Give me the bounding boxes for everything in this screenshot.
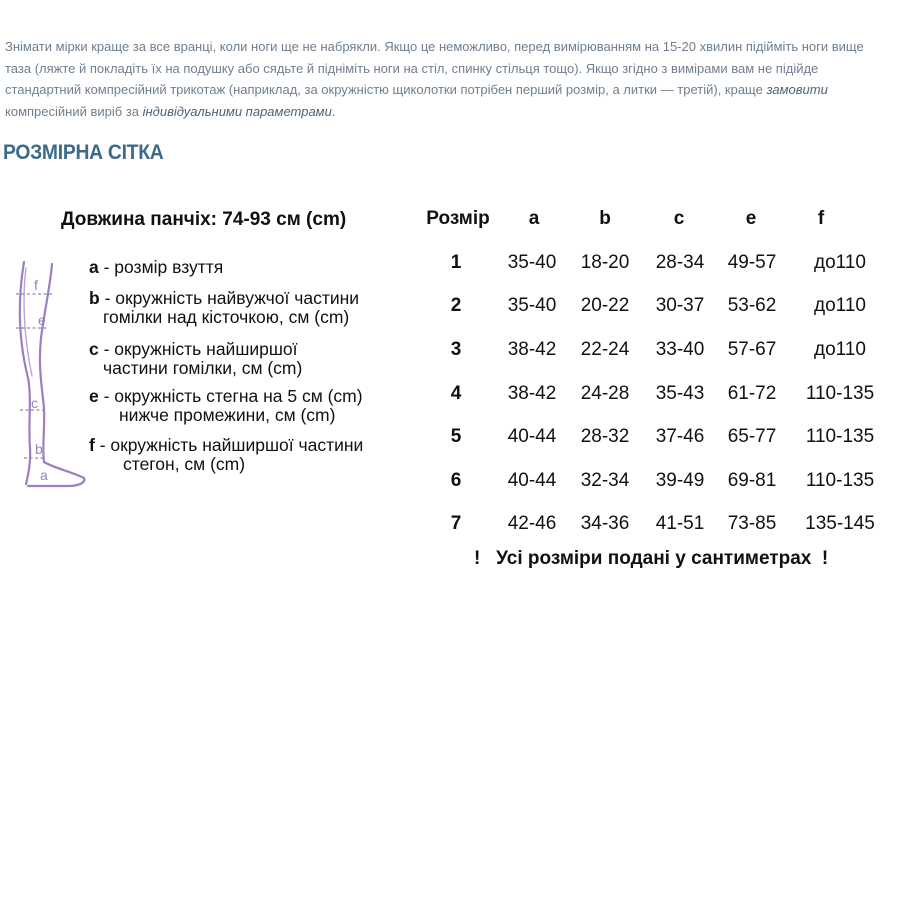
table-cell-b: 22-24: [580, 339, 630, 360]
table-header-e: e: [745, 208, 757, 229]
legend-text-line2: стегон, см (cm): [123, 454, 246, 474]
table-cell-b: 28-32: [580, 426, 630, 447]
table-cell-e: 73-85: [727, 513, 777, 534]
legend-item-f: [89, 436, 363, 474]
legend-text: - окружність найширшої: [98, 339, 298, 359]
legend-key: a: [89, 257, 99, 277]
table-cell-f: 110-135: [805, 383, 875, 404]
table-cell-e: 53-62: [727, 295, 777, 316]
intro-text-end: .: [331, 103, 336, 119]
table-cell-size: 6: [450, 470, 462, 491]
table-cell-c: 33-40: [655, 339, 705, 360]
table-cell-c: 30-37: [655, 295, 705, 316]
table-cell-c: 39-49: [655, 470, 705, 491]
table-cell-a: 35-40: [507, 295, 557, 316]
individual-params-link[interactable]: індивідуальними параметрами: [142, 103, 332, 119]
table-cell-a: 40-44: [507, 426, 557, 447]
table-cell-a: 42-46: [507, 513, 557, 534]
table-cell-size: 5: [450, 426, 462, 447]
diagram-label-b: b: [35, 441, 43, 457]
table-cell-size: 3: [450, 339, 462, 360]
leg-measurement-diagram: [14, 258, 88, 490]
legend-key: e: [89, 386, 99, 406]
legend-text: - окружність найширшої частини: [94, 435, 364, 455]
legend-text-line2: частини гомілки, см (cm): [103, 358, 303, 378]
table-cell-c: 41-51: [655, 513, 705, 534]
legend-text: - розмір взуття: [98, 257, 224, 277]
table-cell-size: 4: [450, 383, 462, 404]
legend-key: c: [89, 339, 99, 359]
intro-paragraph: [5, 36, 890, 122]
table-cell-c: 37-46: [655, 426, 705, 447]
table-cell-size: 7: [450, 513, 462, 534]
back-leg-outline: [20, 262, 30, 484]
table-cell-e: 69-81: [727, 470, 777, 491]
legend-text-line2: гомілки над кісточкою, см (cm): [103, 307, 350, 327]
diagram-label-a: a: [40, 467, 48, 483]
units-note: ! Усі розміри подані у сантиметрах !: [474, 548, 829, 569]
table-cell-e: 57-67: [727, 339, 777, 360]
table-cell-f: 110-135: [805, 470, 875, 491]
table-cell-a: 38-42: [507, 383, 557, 404]
order-link[interactable]: замовити: [766, 82, 828, 97]
intro-text-1: Знімати мірки краще за все вранці, коли ноги ще не набрякли. Якщо це неможливо, перед вимірюванням на 15-20 хвилин підійміть ноги вище таза (ляжте й покладіть їх на подушку або сядьте й підніміть ноги на стіл, спинку стільця тощо). Якщо згідно з вимірами вам не підійде стандартний компресійний трикотаж (наприклад, за окружністю щиколотки потрібен перший розмір, а литки — третій), краще: [5, 39, 864, 97]
table-cell-b: 18-20: [580, 252, 630, 273]
diagram-label-e: e: [38, 312, 46, 328]
table-header-a: a: [528, 208, 540, 229]
table-cell-a: 40-44: [507, 470, 557, 491]
size-chart-heading: РОЗМІРНА СІТКА: [3, 141, 164, 164]
legend-item-b: [89, 289, 359, 327]
table-header-b: b: [599, 208, 611, 229]
stocking-length-title: Довжина панчіх: 74-93 см (cm): [61, 209, 347, 230]
table-cell-size: 2: [450, 295, 462, 316]
legend-key: f: [89, 435, 95, 455]
table-cell-e: 49-57: [727, 252, 777, 273]
intro-text-2: компресійний виріб за: [5, 103, 143, 119]
table-cell-b: 20-22: [580, 295, 630, 316]
table-cell-b: 34-36: [580, 513, 630, 534]
table-cell-b: 24-28: [580, 383, 630, 404]
table-cell-size: 1: [450, 252, 462, 273]
table-cell-e: 65-77: [727, 426, 777, 447]
table-cell-a: 38-42: [507, 339, 557, 360]
legend-item-e: [89, 387, 363, 425]
table-cell-f: до110: [814, 252, 866, 273]
table-cell-f: 135-145: [805, 513, 875, 534]
table-header-f: f: [817, 208, 825, 229]
table-cell-a: 35-40: [507, 252, 557, 273]
diagram-label-f: f: [34, 277, 38, 293]
table-header-size: Розмір: [426, 208, 490, 229]
legend-item-c: [89, 340, 302, 378]
legend-text-line2: нижче промежини, см (cm): [119, 405, 336, 425]
legend-text: - окружність найвужчої частини: [99, 288, 360, 308]
table-cell-b: 32-34: [580, 470, 630, 491]
table-cell-c: 28-34: [655, 252, 705, 273]
table-header-c: c: [673, 208, 685, 229]
legend-item-a: [89, 258, 223, 277]
legend-text: - окружність стегна на 5 см (cm): [98, 386, 363, 406]
legend-key: b: [89, 288, 100, 308]
table-cell-e: 61-72: [727, 383, 777, 404]
table-cell-f: до110: [814, 295, 866, 316]
table-cell-c: 35-43: [655, 383, 705, 404]
table-cell-f: до110: [814, 339, 866, 360]
diagram-label-c: c: [31, 395, 38, 411]
table-cell-f: 110-135: [805, 426, 875, 447]
